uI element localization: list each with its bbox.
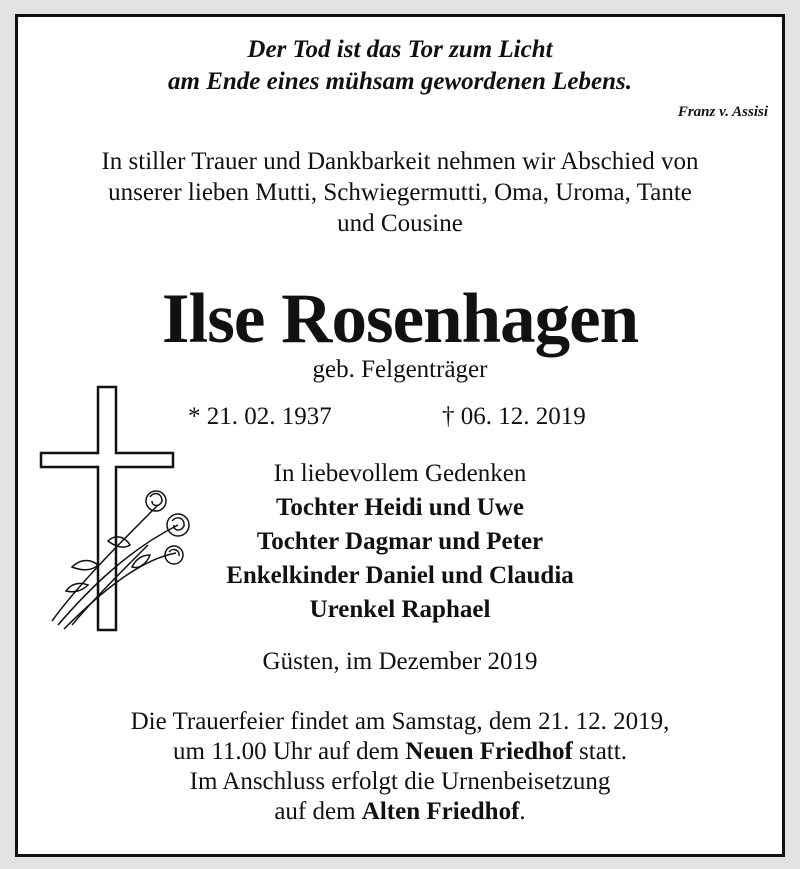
intro-line-2: unserer lieben Mutti, Schwiegermutti, Oma, Uroma, Tante <box>108 179 692 206</box>
mourner-name: Enkelkinder Daniel und Claudia <box>226 562 574 589</box>
quote-line-1: Der Tod ist das Tor zum Licht <box>247 36 553 63</box>
ceremony-info <box>18 707 782 827</box>
death-date: † 06. 12. 2019 <box>442 403 586 430</box>
mourners-block <box>18 457 782 627</box>
ceremony-line-2 <box>18 737 782 767</box>
mourner-name: Tochter Dagmar und Peter <box>256 528 544 555</box>
burial-prefix: auf dem <box>274 798 356 825</box>
place-date: Güsten, im Dezember 2019 <box>262 648 538 675</box>
ceremony-time: um 11.00 Uhr auf dem <box>173 738 400 765</box>
quote <box>18 34 782 98</box>
intro-text <box>18 146 782 239</box>
burial-cemetery: Alten Friedhof <box>361 798 520 825</box>
ceremony-line-3: Im Anschluss erfolgt die Urnenbeisetzung <box>189 768 611 795</box>
deceased-name: Ilse Rosenhagen <box>161 280 639 358</box>
birth-name: geb. Felgenträger <box>312 356 488 383</box>
burial-end: . <box>519 798 526 825</box>
quote-line-2: am Ende eines mühsam gewordenen Lebens. <box>168 68 632 95</box>
intro-line-1: In stiller Trauer und Dankbarkeit nehmen wir Abschied von <box>101 148 699 175</box>
obituary-notice <box>15 14 785 857</box>
ceremony-line-2-end: statt. <box>579 738 627 765</box>
ceremony-line-4 <box>18 797 782 827</box>
mourners-heading: In liebevollem Gedenken <box>273 460 527 487</box>
ceremony-cemetery: Neuen Friedhof <box>405 738 573 765</box>
mourner-name: Urenkel Raphael <box>309 596 491 623</box>
intro-line-3: und Cousine <box>337 210 463 237</box>
mourner-name: Tochter Heidi und Uwe <box>276 494 524 521</box>
birth-date: * 21. 02. 1937 <box>188 403 332 430</box>
quote-author: Franz v. Assisi <box>677 104 768 120</box>
ceremony-line-1: Die Trauerfeier findet am Samstag, dem 21. 12. 2019, <box>130 708 670 735</box>
